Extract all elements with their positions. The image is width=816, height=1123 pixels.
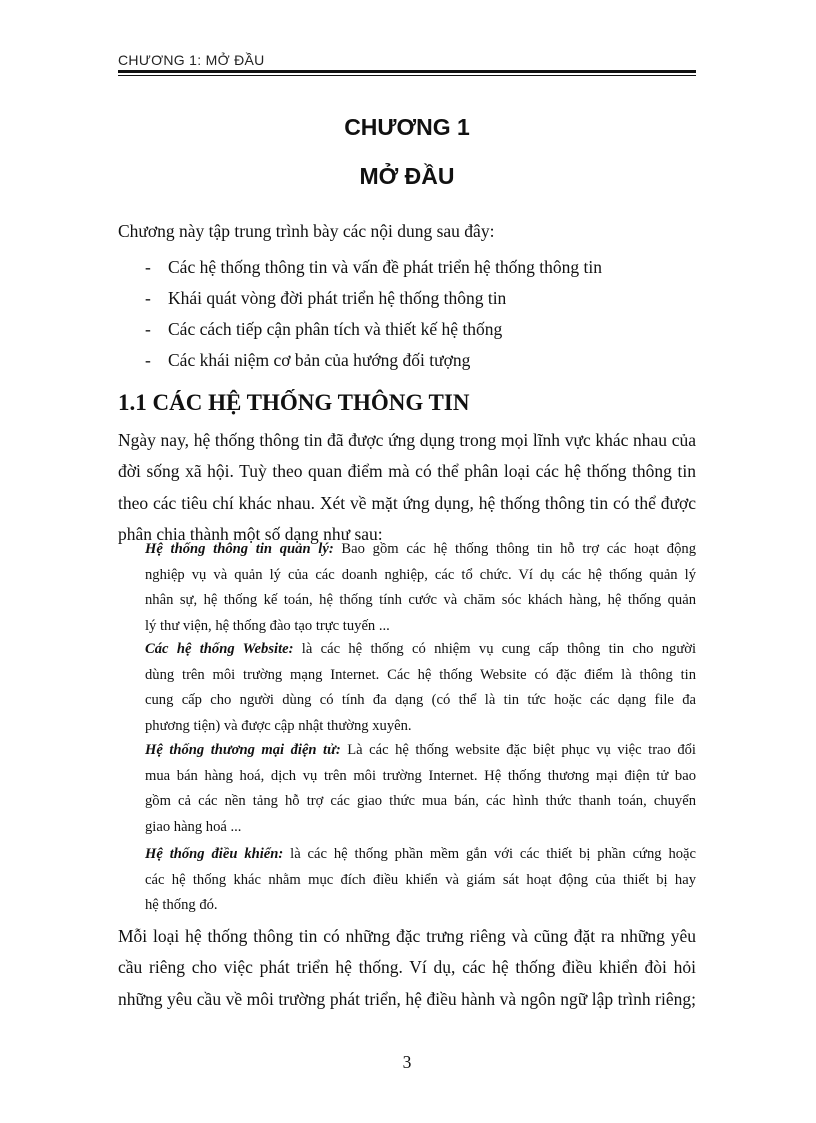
item-line [145, 842, 696, 868]
item-line [145, 637, 696, 663]
bullet-marker: - [145, 319, 151, 339]
item-term: Hệ thống điều khiển: [145, 846, 284, 862]
item-line: lý thư viện, hệ thống đào tạo trực tuyến ... [145, 618, 390, 635]
paragraph-line: những yêu cầu về môi trường phát triển, hệ điều hành và ngôn ngữ lập trình riêng; [118, 988, 696, 1009]
item-text: Là các hệ thống website đặc biệt phục vụ việc trao đổi [340, 742, 696, 758]
item-line: phương tiện) và được cập nhật thường xuyên. [145, 718, 412, 735]
bullet-text: Khái quát vòng đời phát triển hệ thống thông tin [168, 288, 507, 308]
section-heading: 1.1 CÁC HỆ THỐNG THÔNG TIN [118, 390, 470, 415]
paragraph-line: theo các tiêu chí khác nhau. Xét về mặt ứng dụng, hệ thống thông tin có thể được [118, 492, 696, 513]
item-line: cung cấp cho người dùng có tính đa dạng (có thể là tin tức hoặc các dạng file đa [145, 692, 696, 709]
bullet-item [145, 345, 602, 376]
bullet-marker: - [145, 288, 151, 308]
bullet-text: Các hệ thống thông tin và vấn đề phát triển hệ thống thông tin [168, 257, 603, 277]
paragraph-line: đời sống xã hội. Tuỳ theo quan điểm mà có thể phân loại các hệ thống thông tin [118, 461, 696, 482]
bullet-item [145, 283, 602, 314]
item-line [145, 738, 696, 764]
bullet-item [145, 252, 602, 283]
item-line: nghiệp vụ và quản lý của các doanh nghiệp, các tổ chức. Ví dụ các hệ thống quản lý [145, 566, 696, 583]
bullet-item [145, 314, 602, 345]
chapter-title: MỞ ĐẦU [359, 163, 455, 189]
item-text: là các hệ thống phần mềm gắn với các thiết bị phần cứng hoặc [283, 846, 696, 862]
bullet-marker: - [145, 350, 151, 370]
item-line: các hệ thống khác nhằm mục đích điều khiển và giám sát hoạt động của thiết bị hay [145, 871, 696, 888]
paragraph-line: Ngày nay, hệ thống thông tin đã được ứng dụng trong mọi lĩnh vực khác nhau của [118, 430, 696, 450]
item-term: Các hệ thống Website: [145, 641, 294, 657]
paragraph-line: Mỗi loại hệ thống thông tin có những đặc trưng riêng và cũng đặt ra những yêu [118, 926, 696, 946]
item-text: Bao gồm các hệ thống thông tin hỗ trợ các hoạt động [333, 541, 696, 557]
item-line: mua bán hàng hoá, dịch vụ trên môi trường Internet. Hệ thống thương mại điện tử bao [145, 767, 696, 784]
item-term: Hệ thống thông tin quản lý: [145, 541, 334, 557]
item-line: hệ thống đó. [145, 897, 218, 914]
list-item-ecommerce-system [145, 738, 696, 841]
bullet-marker: - [145, 257, 151, 277]
page-number: 3 [402, 1052, 412, 1072]
item-line: nhân sự, hệ thống kế toán, hệ thống tính cước và chăm sóc khách hàng, hệ thống quản [145, 592, 696, 609]
list-item-management-system [145, 537, 696, 640]
list-item-control-system [145, 842, 696, 919]
item-line [145, 537, 696, 563]
paragraph-line: phân chia thành một số dạng như sau: [118, 523, 383, 544]
intro-bullet-list [145, 252, 602, 376]
item-text: là các hệ thống có nhiệm vụ cung cấp thông tin cho người [293, 641, 696, 657]
chapter-number: CHƯƠNG 1 [344, 114, 470, 140]
bullet-text: Các khái niệm cơ bản của hướng đối tượng [168, 350, 471, 370]
section-paragraph-1 [118, 425, 696, 550]
section-paragraph-2 [118, 921, 696, 1015]
paragraph-line: cầu riêng cho việc phát triển hệ thống. Ví dụ, các hệ thống điều khiển đòi hỏi [118, 957, 696, 978]
running-header: CHƯƠNG 1: MỞ ĐẦU [118, 52, 265, 68]
bullet-text: Các cách tiếp cận phân tích và thiết kế hệ thống [168, 319, 503, 339]
item-line: gồm cả các nền tảng hỗ trợ các giao thức mua bán, các hình thức thanh toán, chuyển [145, 793, 696, 810]
item-line: giao hàng hoá ... [145, 819, 242, 836]
item-line: dùng trên môi trường mạng Internet. Các hệ thống Website có đặc điểm là thông tin [145, 666, 696, 683]
item-term: Hệ thống thương mại điện tử: [145, 742, 341, 758]
header-rule-thin [118, 75, 696, 76]
list-item-website-system [145, 637, 696, 740]
intro-text: Chương này tập trung trình bày các nội dung sau đây: [118, 221, 495, 241]
header-rule-thick [118, 70, 696, 73]
